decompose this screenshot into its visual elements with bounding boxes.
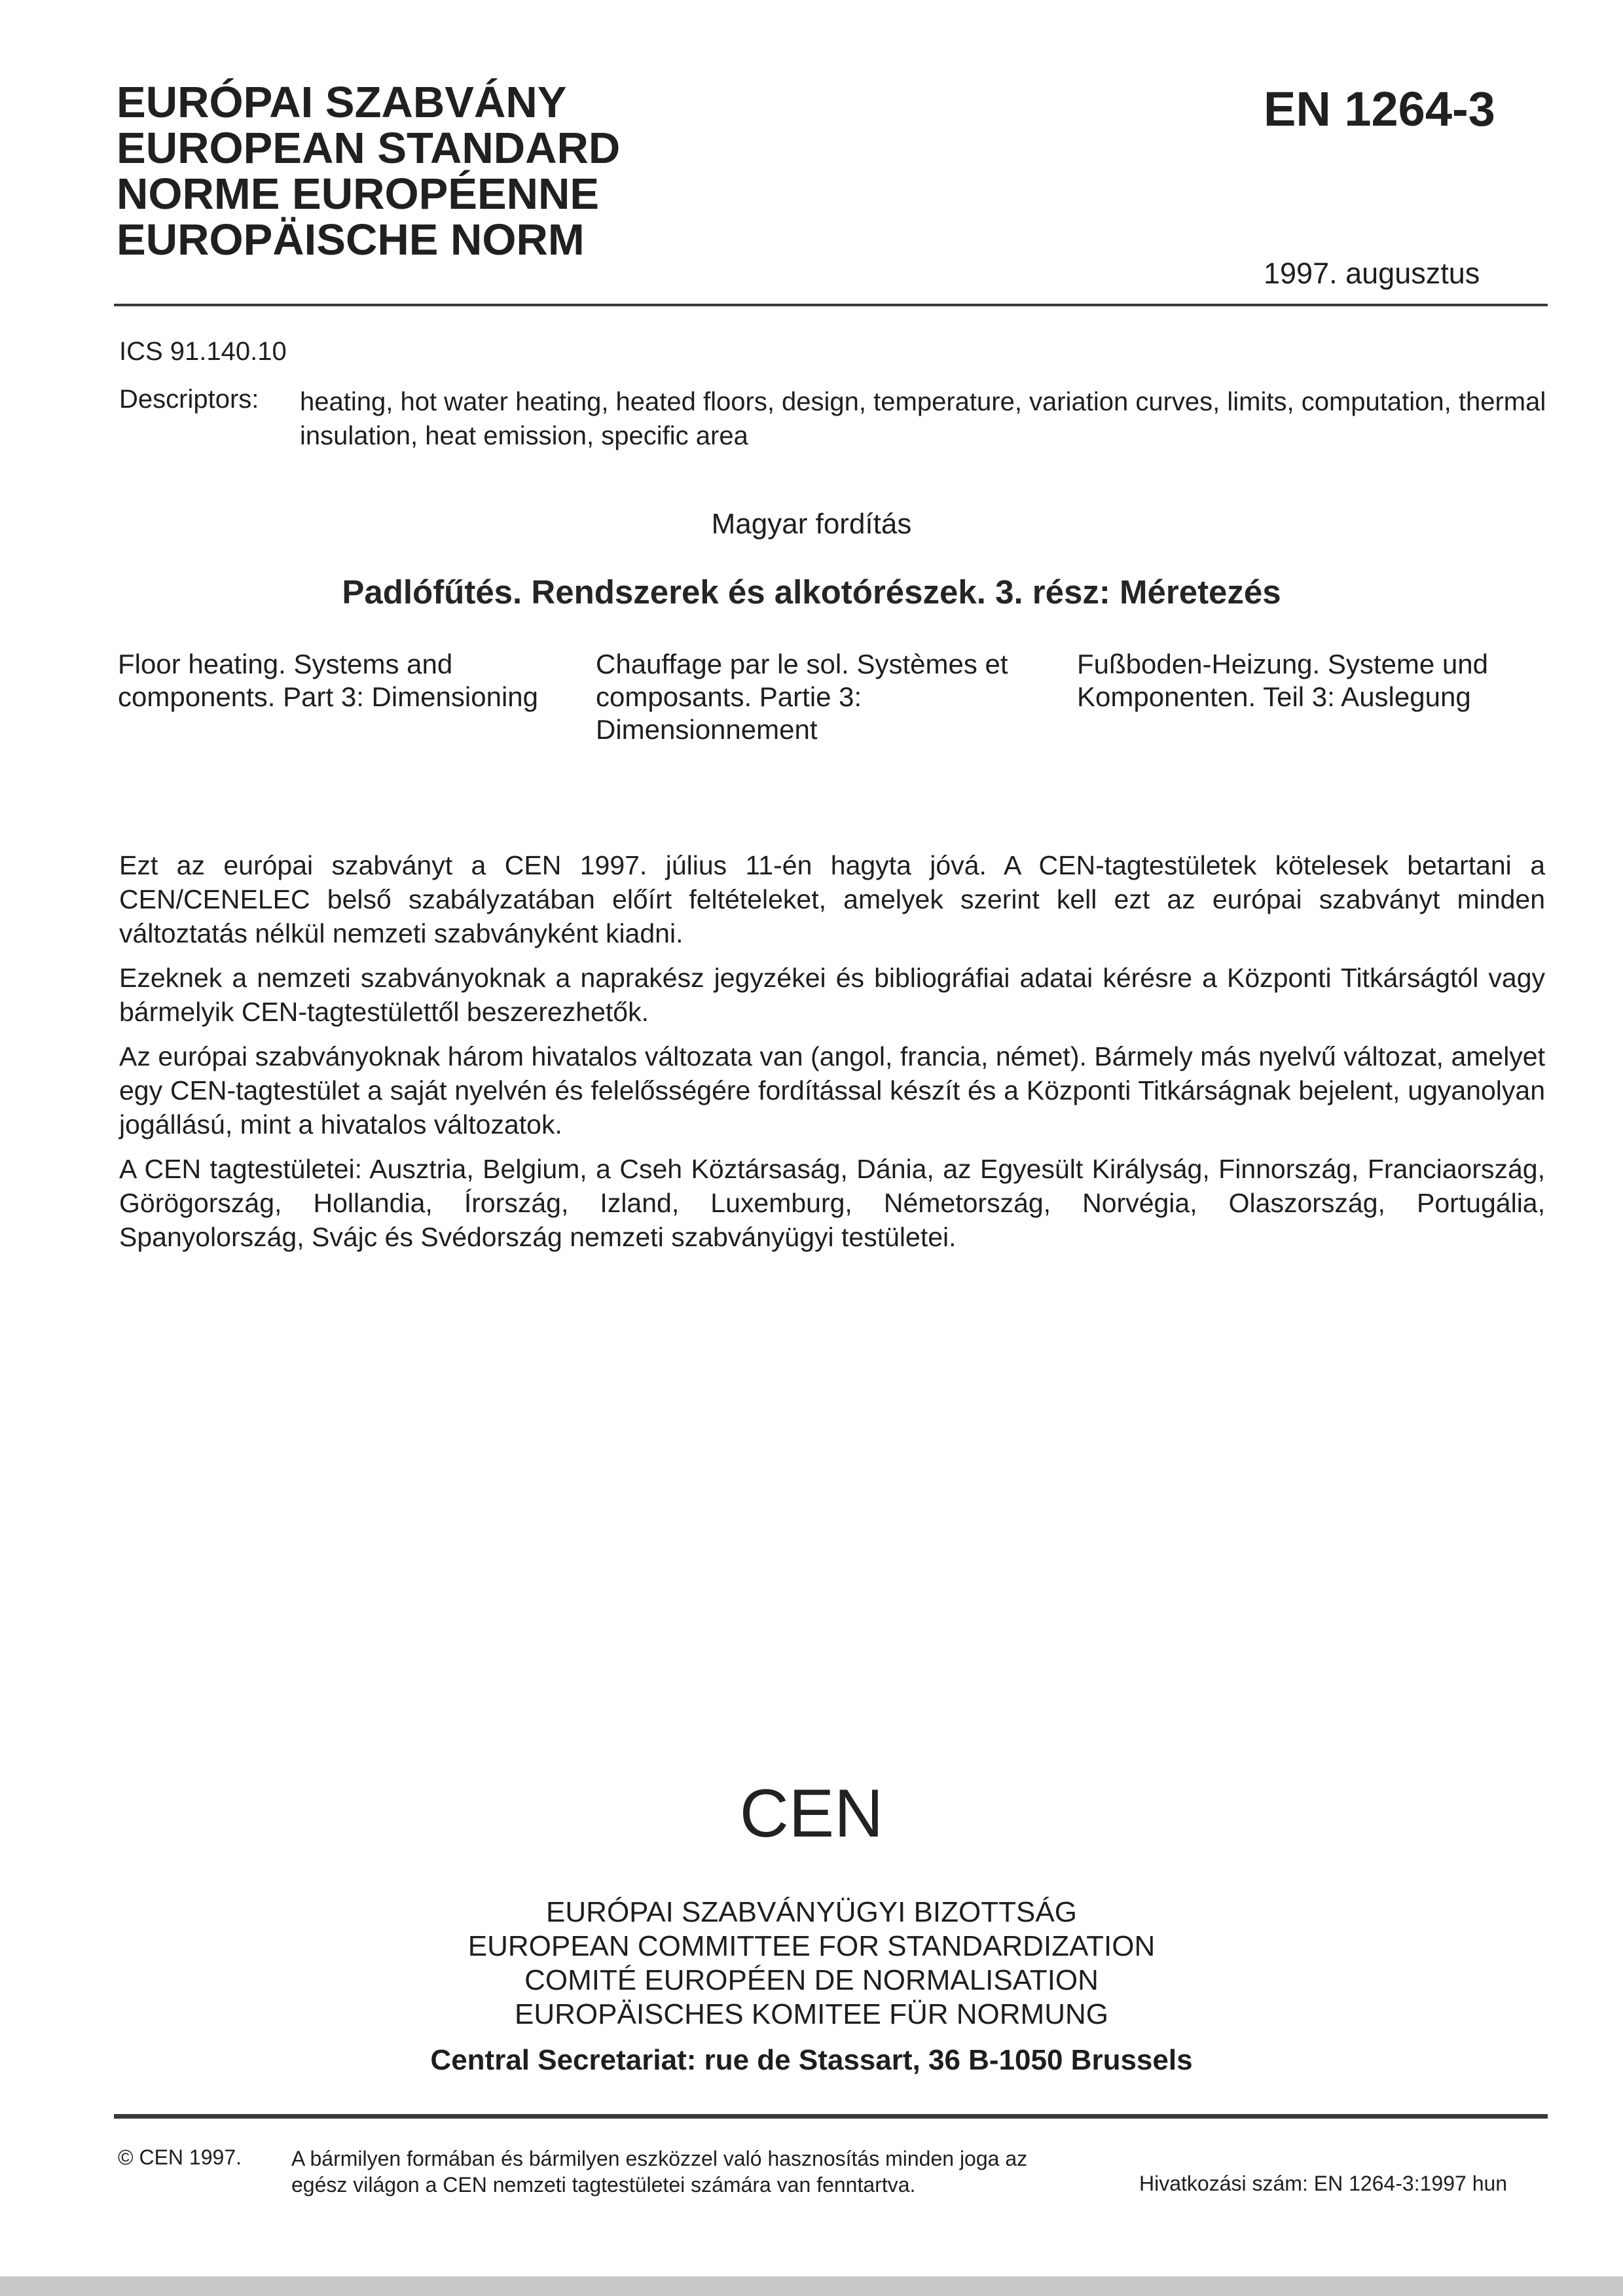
publication-date: 1997. augusztus [1264, 257, 1480, 290]
descriptors-label: Descriptors: [119, 385, 259, 414]
paragraph-lists: Ezeknek a nemzeti szabványoknak a naprakész jegyzékei és bibliográfiai adatai kérésre a Központi Titkárságtól vagy bármelyik CEN-tagtestülettől beszerezhetők. [119, 963, 1545, 1027]
translation-note: Magyar fordítás [711, 508, 912, 540]
header-divider [114, 304, 1548, 306]
cen-logo-text: CEN [739, 1776, 884, 1852]
title-german: EUROPÄISCHE NORM [117, 215, 585, 264]
standard-title-block [117, 80, 620, 263]
document-title: Padlófűtés. Rendszerek és alkotórészek. 3. rész: Méretezés [342, 573, 1281, 611]
rights-notice: A bármilyen formában és bármilyen eszközzel való hasznosítás minden joga az egész világon a CEN nemzeti tagtestületei számára van fenntartva. [291, 2147, 1028, 2197]
reference-number: Hivatkozási szám: EN 1264-3:1997 hun [1139, 2172, 1508, 2195]
copyright: © CEN 1997. [118, 2145, 242, 2169]
approval-text [119, 848, 1545, 1265]
ics-code: ICS 91.140.10 [119, 337, 287, 366]
title-english-translation: Floor heating. Systems and components. Part 3: Dimensioning [118, 649, 538, 712]
title-german-translation: Fußboden-Heizung. Systeme und Komponenten. Teil 3: Auslegung [1077, 649, 1489, 712]
standard-number: EN 1264-3 [1264, 82, 1495, 136]
secretariat-address: Central Secretariat: rue de Stassart, 36 B-1050 Brussels [430, 2044, 1193, 2076]
committee-names [0, 1895, 1623, 2032]
committee-french: COMITÉ EUROPÉEN DE NORMALISATION [524, 1964, 1099, 1996]
paragraph-members: A CEN tagtestületei: Ausztria, Belgium, a Cseh Köztársaság, Dánia, az Egyesült Királyság, Finnország, Franciaország, Görögország, Hollandia, Írország, Izland, Luxemburg, Németország, Norvégia, Olaszország, Portugália, Spanyolország, Svájc és Svédország nemzeti szabványügyi testületei. [119, 1154, 1545, 1252]
title-french: NORME EUROPÉENNE [117, 170, 600, 219]
descriptors-text: heating, hot water heating, heated floors, design, temperature, variation curves, limits, computation, thermal insulation, heat emission, specific area [300, 387, 1546, 450]
title-english: EUROPEAN STANDARD [117, 124, 621, 173]
committee-hungarian: EURÓPAI SZABVÁNYÜGYI BIZOTTSÁG [546, 1896, 1077, 1928]
scan-edge [0, 2276, 1623, 2296]
committee-english: EUROPEAN COMMITTEE FOR STANDARDIZATION [467, 1930, 1156, 1962]
paragraph-approval: Ezt az európai szabványt a CEN 1997. július 11-én hagyta jóvá. A CEN-tagtestületek kötelesek betartani a CEN/CENELEC belső szabályzatában előírt feltételeket, amelyek szerint kell ezt az európai szabványt minden változtatás nélkül nemzeti szabványként kiadni. [119, 850, 1545, 948]
footer-divider [114, 2114, 1548, 2119]
title-french-translation: Chauffage par le sol. Systèmes et composants. Partie 3: Dimensionnement [596, 649, 1008, 745]
committee-german: EUROPÄISCHES KOMITEE FÜR NORMUNG [515, 1998, 1108, 2030]
title-hungarian: EURÓPAI SZABVÁNY [117, 78, 567, 127]
paragraph-versions: Az európai szabványoknak három hivatalos változata van (angol, francia, német). Bármely más nyelvű változat, amelyet egy CEN-tagtestület a saját nyelvén és felelősségére fordítással készít és a Központi Titkárságnak bejelent, ugyanolyan jogállású, mint a hivatalos változatok. [119, 1041, 1545, 1139]
